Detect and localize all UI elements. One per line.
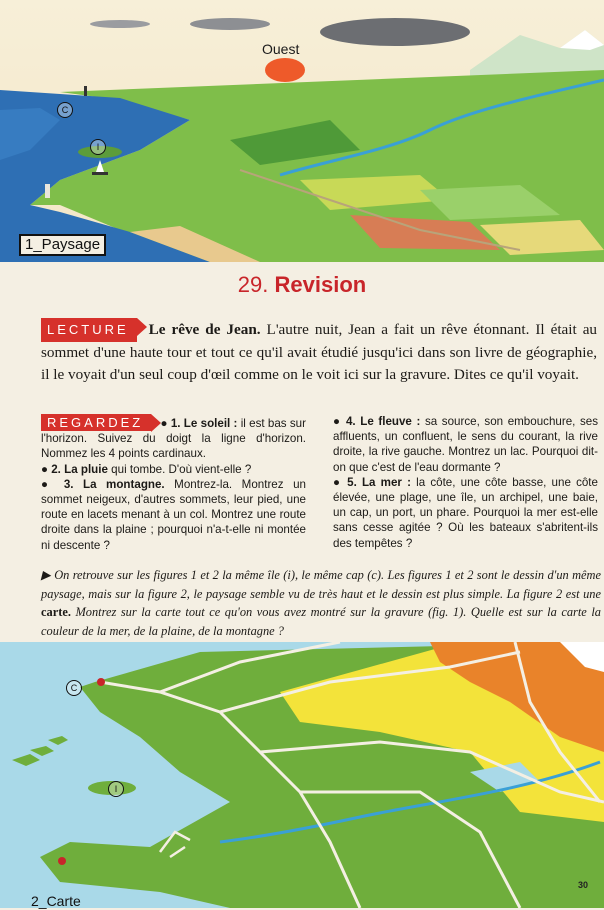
cap-marker: C <box>57 102 73 118</box>
list-item: ● 1. Le soleil : il est bas sur l'horizon. Suivez du doigt la ligne d'horizon. Nommez les 4 points cardinaux. <box>41 417 306 461</box>
reading-section <box>41 318 597 386</box>
lesson-title <box>0 272 604 298</box>
lesson-title-text: Revision <box>274 272 367 297</box>
observe-right-column <box>333 414 598 551</box>
list-item: ● 3. La montagne. Montrez-la. Montrez un sommet neigeux, d'autres sommets, leur pied, une route en lacets menant à un col. Montrez une route droite dans la plaine ; pourquoi n'a-t-elle ni montée ni descente ? <box>41 477 306 552</box>
west-label: Ouest <box>262 41 300 57</box>
page-number: 30 <box>578 880 589 890</box>
island-marker: I <box>90 139 106 155</box>
figure-caption: 2_Carte <box>31 893 81 909</box>
regardez-tag: REGARDEZ <box>41 414 151 431</box>
landscape-illustration <box>0 0 604 262</box>
arrow-icon: ▶ <box>41 568 51 582</box>
reading-heading: Le rêve de Jean. <box>148 321 261 338</box>
list-item: ● 5. La mer : la côte, une côte basse, une côte élevée, une plage, une île, un archipel, une baie, un cap, un port, un phare. Pourquoi la mer est-elle sans cesse agitée ? Où les bateaux s'abritent-ils des tempêtes ? <box>333 475 598 550</box>
keyword-carte: carte. <box>41 605 71 619</box>
island-marker: I <box>108 781 124 797</box>
lesson-number: 29. <box>237 272 269 297</box>
observe-left-column <box>41 414 306 553</box>
lecture-tag: LECTURE <box>41 318 137 342</box>
list-item: ● 4. Le fleuve : sa source, son embouchure, ses affluents, un confluent, le sens du courant, la rive droite, la rive gauche. Montrez un lac. Pourquoi dit-on que c'est de l'eau dormante ? <box>333 415 599 474</box>
figure-caption: 1_Paysage <box>19 234 106 256</box>
list-item: ● 2. La pluie qui tombe. D'où vient-elle ? <box>41 462 252 476</box>
cap-marker: C <box>66 680 82 696</box>
map-illustration <box>0 642 604 908</box>
comparison-note: ▶ On retrouve sur les figures 1 et 2 la même île (i), le même cap (c). Les figures 1 et 2 sont le dessin d'un même paysage, mais sur la figure 2, le paysage semble vu de très haut et le dessin est plus simple. La figure 2 est une carte. Montrez sur la carte tout ce qu'on vous avez montré sur la gravure (fig. 1). Quelle est sur la carte la couleur de la mer, de la plaine, de la montagne ? <box>41 568 601 638</box>
reading-body: L'autre nuit, Jean a fait un rêve étonnant. Il était au sommet d'une haute tour et tout ce qu'il avait étudié jusqu'ici dans son livre de géographie, il le voyait d'un seul coup d'œil comme on le voit ici sur la gravure. Dites ce qu'il voyait. <box>41 321 598 383</box>
